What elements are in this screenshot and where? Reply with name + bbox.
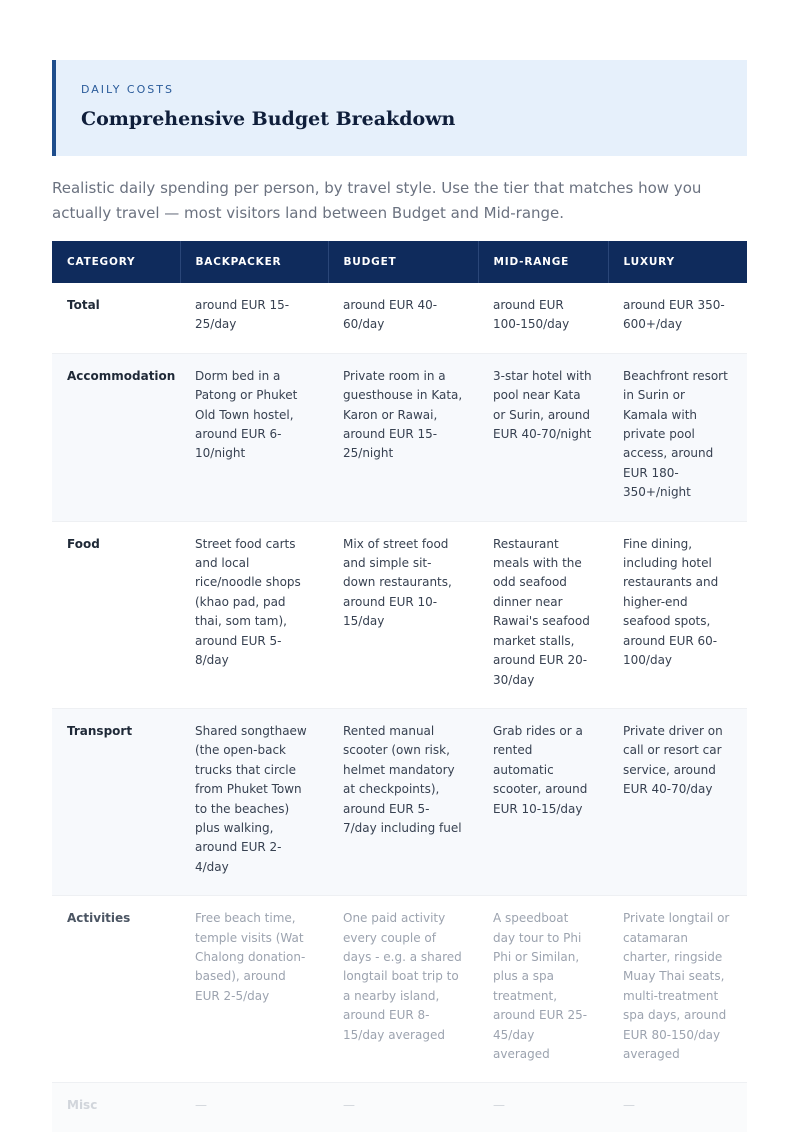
cell-budget: — [328,1083,478,1132]
column-header-mid-range: MID-RANGE [478,241,608,283]
table-row [52,896,747,1083]
column-header-backpacker: BACKPACKER [180,241,328,283]
cell-backpacker: around EUR 15-25/day [180,283,328,353]
cell-mid-range: Grab rides or a rented automatic scooter, around EUR 10-15/day [478,708,608,895]
row-category: Total [52,283,180,353]
cell-mid-range: Restaurant meals with the odd seafood dinner near Rawai's seafood market stalls, around EUR 20-30/day [478,521,608,708]
cell-luxury: Private longtail or catamaran charter, ringside Muay Thai seats, multi-treatment spa days, around EUR 80-150/day averaged [608,896,747,1083]
cell-mid-range: 3-star hotel with pool near Kata or Surin, around EUR 40-70/night [478,353,608,521]
page-title: Comprehensive Budget Breakdown [81,108,456,130]
table-row [52,521,747,708]
cell-backpacker: Dorm bed in a Patong or Phuket Old Town hostel, around EUR 6-10/night [180,353,328,521]
cell-backpacker: — [180,1083,328,1132]
table-row [52,1083,747,1132]
budget-table-container [52,241,747,1132]
section-eyebrow: DAILY COSTS [81,83,174,96]
intro-paragraph: Realistic daily spending per person, by travel style. Use the tier that matches how you actually travel — most visitors land between Budget and Mid-range. [52,179,702,222]
section-header [52,60,747,156]
cell-budget: around EUR 40-60/day [328,283,478,353]
table-header-row [52,241,747,283]
cell-luxury: around EUR 350-600+/day [608,283,747,353]
column-header-budget: BUDGET [328,241,478,283]
row-category: Accommodation [52,353,180,521]
cell-backpacker: Street food carts and local rice/noodle shops (khao pad, pad thai, som tam), around EUR 5-8/day [180,521,328,708]
cell-budget: One paid activity every couple of days - e.g. a shared longtail boat trip to a nearby island, around EUR 8-15/day averaged [328,896,478,1083]
cell-luxury: Private driver on call or resort car service, around EUR 40-70/day [608,708,747,895]
row-category: Food [52,521,180,708]
cell-backpacker: Shared songthaew (the open-back trucks that circle from Phuket Town to the beaches) plus walking, around EUR 2-4/day [180,708,328,895]
cell-backpacker: Free beach time, temple visits (Wat Chalong donation-based), around EUR 2-5/day [180,896,328,1083]
budget-table [52,241,747,1132]
table-row [52,708,747,895]
table-row [52,283,747,353]
cell-mid-range: A speedboat day tour to Phi Phi or Similan, plus a spa treatment, around EUR 25-45/day averaged [478,896,608,1083]
cell-luxury: Fine dining, including hotel restaurants and higher-end seafood spots, around EUR 60-100/day [608,521,747,708]
row-category: Activities [52,896,180,1083]
row-category: Transport [52,708,180,895]
cell-budget: Rented manual scooter (own risk, helmet mandatory at checkpoints), around EUR 5-7/day including fuel [328,708,478,895]
column-header-category: CATEGORY [52,241,180,283]
cell-luxury: — [608,1083,747,1132]
cell-mid-range: — [478,1083,608,1132]
cell-budget: Mix of street food and simple sit-down restaurants, around EUR 10-15/day [328,521,478,708]
cell-luxury: Beachfront resort in Surin or Kamala with private pool access, around EUR 180-350+/night [608,353,747,521]
cell-mid-range: around EUR 100-150/day [478,283,608,353]
cell-budget: Private room in a guesthouse in Kata, Karon or Rawai, around EUR 15-25/night [328,353,478,521]
column-header-luxury: LUXURY [608,241,747,283]
table-row [52,353,747,521]
row-category: Misc [52,1083,180,1132]
